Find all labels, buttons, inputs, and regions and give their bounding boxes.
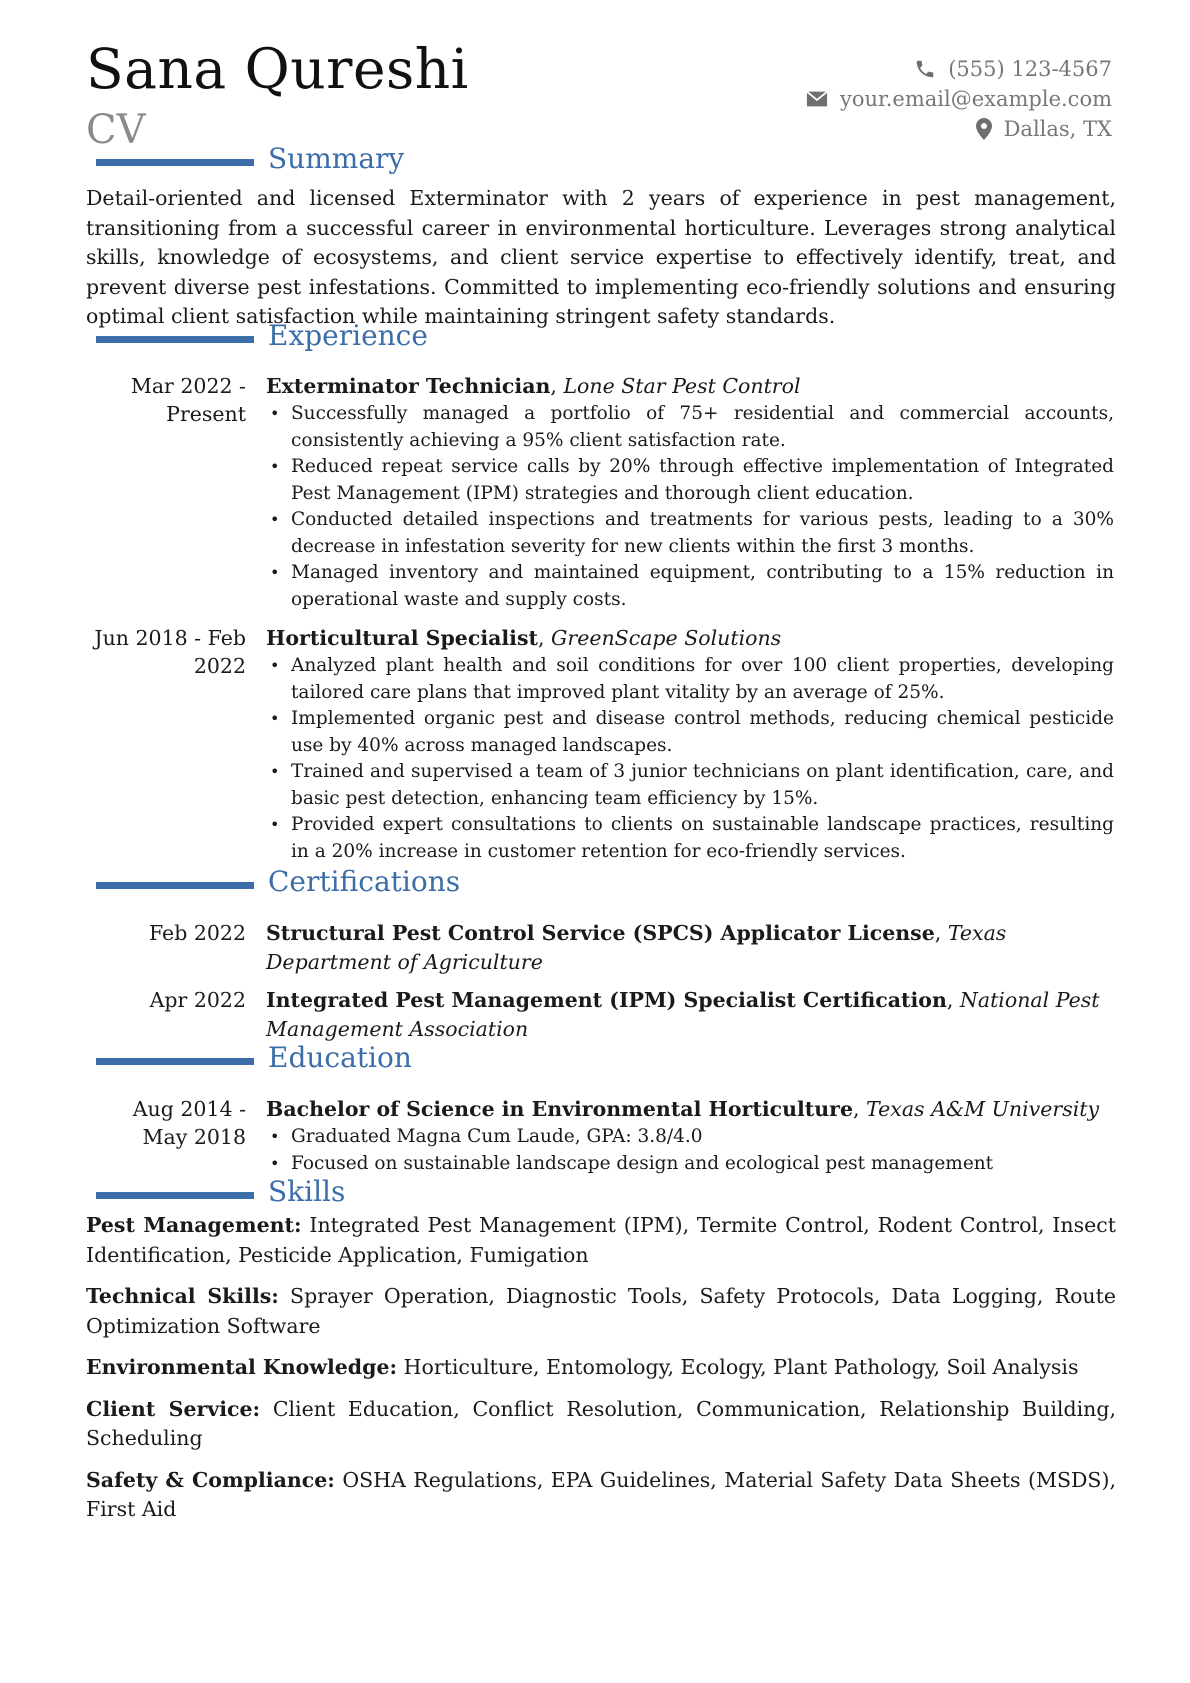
institution: Texas A&M University bbox=[866, 1097, 1100, 1121]
entry-date bbox=[86, 372, 246, 428]
summary-text: Detail-oriented and licensed Exterminator with 2 years of experience in pest management, transitioning from a successful career in environmental horticulture. Leverages strong analytical skills, knowledge of ecosystems, and client service expertise to effectively identify, treat, and prevent diverse pest infestations. Committed to implementing eco-friendly solutions and ensuring optimal client satisfaction while maintaining stringent safety standards. bbox=[86, 186, 1116, 328]
entry-date: Feb 2022 bbox=[148, 921, 246, 945]
contact-email bbox=[806, 84, 1112, 114]
candidate-name: Sana Qureshi bbox=[86, 37, 469, 101]
entry-body bbox=[266, 372, 1114, 613]
list-item: • Graduated Magna Cum Laude, GPA: 3.8/4.0 bbox=[266, 1124, 1114, 1151]
certification-title: Integrated Pest Management (IPM) Specialist Certification bbox=[266, 988, 947, 1012]
date-end: May 2018 bbox=[142, 1125, 246, 1149]
document-subtitle: CV bbox=[86, 107, 146, 153]
section-bar bbox=[96, 1058, 254, 1065]
entry-title: Horticultural Specialist, GreenScape Solutions bbox=[266, 626, 782, 650]
list-item: • Reduced repeat service calls by 20% through effective implementation of Integrated Pest Management (IPM) strategies and thorough client education. bbox=[266, 454, 1114, 507]
section-bar bbox=[96, 1192, 254, 1199]
entry-body bbox=[266, 1095, 1114, 1177]
location-text: Dallas, TX bbox=[1003, 117, 1112, 141]
list-item: • Managed inventory and maintained equipment, contributing to a 15% reduction in operational waste and supply costs. bbox=[266, 560, 1114, 613]
list-item: • Successfully managed a portfolio of 75+ residential and commercial accounts, consistently achieving a 95% client satisfaction rate. bbox=[266, 401, 1114, 454]
skill-row bbox=[86, 1466, 1116, 1525]
entry-body bbox=[266, 986, 1114, 1044]
section-title: Certifications bbox=[268, 865, 461, 898]
date-start: Jun 2018 - Feb bbox=[94, 626, 246, 650]
employer: GreenScape Solutions bbox=[551, 626, 782, 650]
phone-icon bbox=[914, 58, 936, 80]
degree: Bachelor of Science in Environmental Horticulture bbox=[266, 1097, 853, 1121]
list-item: • Implemented organic pest and disease control methods, reducing chemical pesticide use by 40% across managed landscapes. bbox=[266, 706, 1114, 759]
skill-row bbox=[86, 1395, 1116, 1454]
entry-date bbox=[86, 624, 246, 680]
certification-title: Structural Pest Control Service (SPCS) Applicator License bbox=[266, 921, 935, 945]
entry-body bbox=[266, 624, 1114, 865]
list-item: • Analyzed plant health and soil conditions for over 100 client properties, developing tailored care plans that improved plant vitality by an average of 25%. bbox=[266, 653, 1114, 706]
job-title: Exterminator Technician bbox=[266, 374, 551, 398]
section-certifications-header bbox=[96, 865, 461, 898]
skill-label: Pest Management: bbox=[86, 1213, 302, 1237]
section-bar bbox=[96, 159, 254, 166]
section-title: Education bbox=[268, 1041, 412, 1074]
skill-label: Technical Skills: bbox=[86, 1284, 279, 1308]
skill-label: Safety & Compliance: bbox=[86, 1467, 335, 1492]
phone-text[interactable]: (555) 123-4567 bbox=[948, 57, 1112, 81]
skill-row bbox=[86, 1211, 1116, 1270]
contact-phone bbox=[806, 54, 1112, 84]
section-title: Skills bbox=[268, 1175, 346, 1208]
entry-title: Integrated Pest Management (IPM) Specialist Certification, National Pest Management Association bbox=[266, 988, 1100, 1041]
section-skills-header bbox=[96, 1175, 346, 1208]
email-text[interactable]: your.email@example.com bbox=[839, 87, 1112, 111]
bullet-list bbox=[266, 653, 1114, 865]
bullet-list bbox=[266, 1124, 1114, 1177]
skill-row bbox=[86, 1282, 1116, 1341]
list-item: • Conducted detailed inspections and treatments for various pests, leading to a 30% decrease in infestation severity for new clients within the first 3 months. bbox=[266, 507, 1114, 560]
skill-value: Integrated Pest Management (IPM), Termite Control, Rodent Control, Insect Identification, Pesticide Application, Fumigation bbox=[86, 1213, 1116, 1267]
date-end: 2022 bbox=[193, 654, 246, 678]
section-title: Summary bbox=[268, 142, 405, 175]
entry-date: Apr 2022 bbox=[149, 988, 246, 1012]
list-item: • Provided expert consultations to clients on sustainable landscape practices, resulting in a 20% increase in customer retention for eco-friendly services. bbox=[266, 812, 1114, 865]
skill-value: Sprayer Operation, Diagnostic Tools, Safety Protocols, Data Logging, Route Optimization Software bbox=[86, 1284, 1116, 1338]
date-start: Aug 2014 - bbox=[132, 1097, 246, 1121]
skill-label: Client Service: bbox=[86, 1396, 261, 1421]
entry-body bbox=[266, 919, 1114, 977]
section-summary-header bbox=[96, 142, 405, 175]
section-title: Experience bbox=[268, 319, 428, 352]
contact-block bbox=[806, 54, 1112, 144]
entry-title: Structural Pest Control Service (SPCS) Applicator License, Texas Department of Agriculture bbox=[266, 921, 1007, 974]
entry-title: Exterminator Technician, Lone Star Pest Control bbox=[266, 374, 801, 398]
section-education-header bbox=[96, 1041, 412, 1074]
skill-row bbox=[86, 1353, 1116, 1383]
skills-list bbox=[86, 1211, 1116, 1537]
employer: Lone Star Pest Control bbox=[563, 374, 801, 398]
skill-value: Horticulture, Entomology, Ecology, Plant Pathology, Soil Analysis bbox=[403, 1355, 1079, 1379]
skill-label: Environmental Knowledge: bbox=[86, 1355, 398, 1379]
section-bar bbox=[96, 882, 254, 889]
date-end: Present bbox=[166, 402, 246, 426]
entry-title: Bachelor of Science in Environmental Horticulture, Texas A&M University bbox=[266, 1097, 1100, 1121]
section-experience-header bbox=[96, 319, 428, 352]
date-start: Mar 2022 - bbox=[130, 374, 246, 398]
contact-location bbox=[806, 114, 1112, 144]
envelope-icon bbox=[806, 90, 828, 108]
map-pin-icon bbox=[976, 118, 992, 140]
skill-value: OSHA Regulations, EPA Guidelines, Material Safety Data Sheets (MSDS), First Aid bbox=[86, 1467, 1116, 1521]
skill-value: Client Education, Conflict Resolution, Communication, Relationship Building, Scheduling bbox=[86, 1396, 1116, 1450]
list-item: • Trained and supervised a team of 3 junior technicians on plant identification, care, and basic pest detection, enhancing team efficiency by 15%. bbox=[266, 759, 1114, 812]
issuer: National Pest Management Association bbox=[266, 988, 1100, 1041]
bullet-list bbox=[266, 401, 1114, 613]
section-bar bbox=[96, 336, 254, 343]
list-item: • Focused on sustainable landscape design and ecological pest management bbox=[266, 1151, 1114, 1178]
job-title: Horticultural Specialist bbox=[266, 626, 538, 650]
issuer: Texas Department of Agriculture bbox=[266, 921, 1007, 974]
entry-date bbox=[86, 1095, 246, 1151]
